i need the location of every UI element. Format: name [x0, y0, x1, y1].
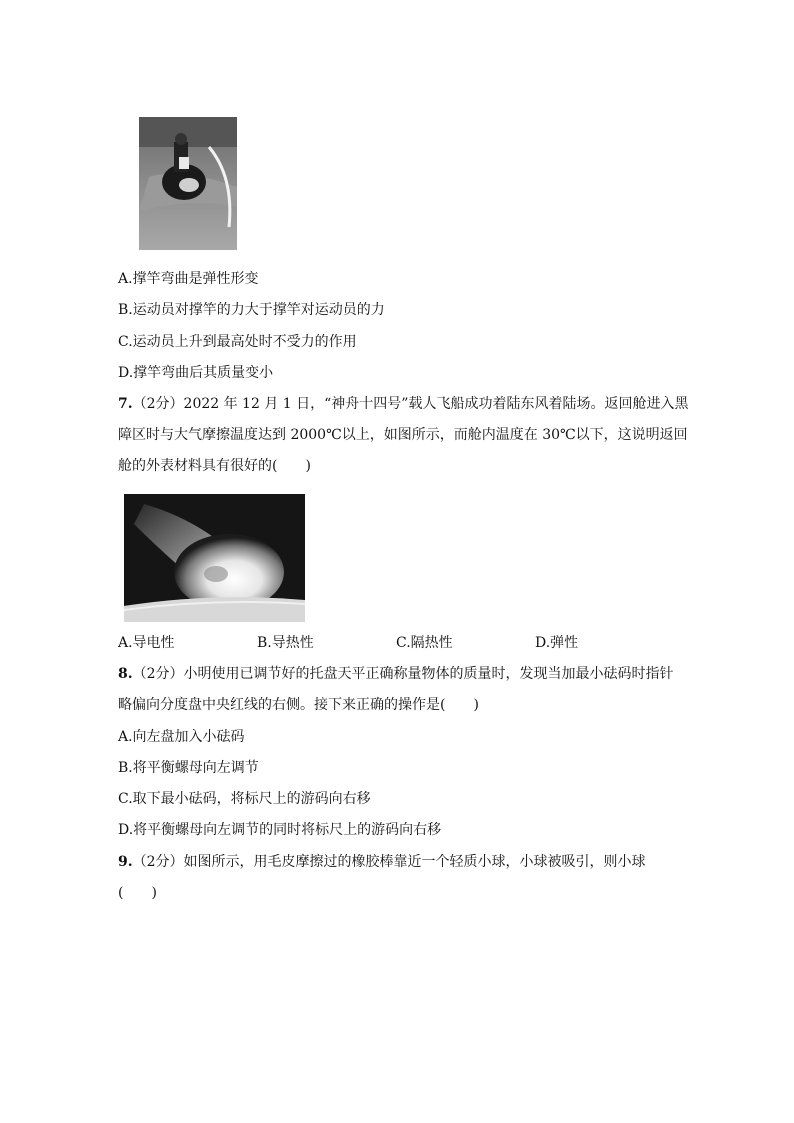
pole-vault-photo	[139, 117, 237, 250]
reentry-capsule-photo	[124, 494, 305, 622]
q7-option-b: B.导热性	[257, 635, 314, 651]
q6-option-a: A.撑竿弯曲是弹性形变	[118, 271, 259, 287]
q8-line-1: 8.（2分）小明使用已调节好的托盘天平正确称量物体的质量时，发现当加最小砝码时指针	[118, 666, 674, 682]
q7-option-d: D.弹性	[535, 635, 579, 651]
q6-option-d: D.撑竿弯曲后其质量变小	[118, 365, 274, 381]
q7-line-3: 舱的外表材料具有很好的( )	[118, 458, 311, 474]
q8-number: 8.	[118, 666, 133, 682]
q8-line-2: 略偏向分度盘中央红线的右侧。接下来正确的操作是( )	[118, 697, 479, 713]
q7-option-c: C.隔热性	[396, 635, 453, 651]
q6-option-b: B.运动员对撑竿的力大于撑竿对运动员的力	[118, 302, 385, 318]
q9-number: 9.	[118, 854, 133, 870]
q7-option-a: A.导电性	[118, 635, 175, 651]
q8-option-a: A.向左盘加入小砝码	[118, 729, 245, 745]
q8-option-b: B.将平衡螺母向左调节	[118, 760, 259, 776]
q6-option-c: C.运动员上升到最高处时不受力的作用	[118, 334, 357, 350]
q7-line-2: 障区时与大气摩擦温度达到 2000℃以上，如图所示，而舱内温度在 30℃以下，这说明返回	[118, 427, 688, 443]
q8-option-d: D.将平衡螺母向左调节的同时将标尺上的游码向右移	[118, 822, 442, 838]
q9-line-2: ( )	[118, 885, 157, 901]
q9-line-1: 9.（2分）如图所示，用毛皮摩擦过的橡胶棒靠近一个轻质小球，小球被吸引，则小球	[118, 854, 646, 870]
q8-option-c: C.取下最小砝码，将标尺上的游码向右移	[118, 791, 371, 807]
q7-number: 7.	[118, 396, 133, 412]
q7-line-1: 7.（2分）2022 年 12 月 1 日，“神舟十四号”载人飞船成功着陆东风着陆场。返回舱进入黑	[118, 396, 689, 412]
